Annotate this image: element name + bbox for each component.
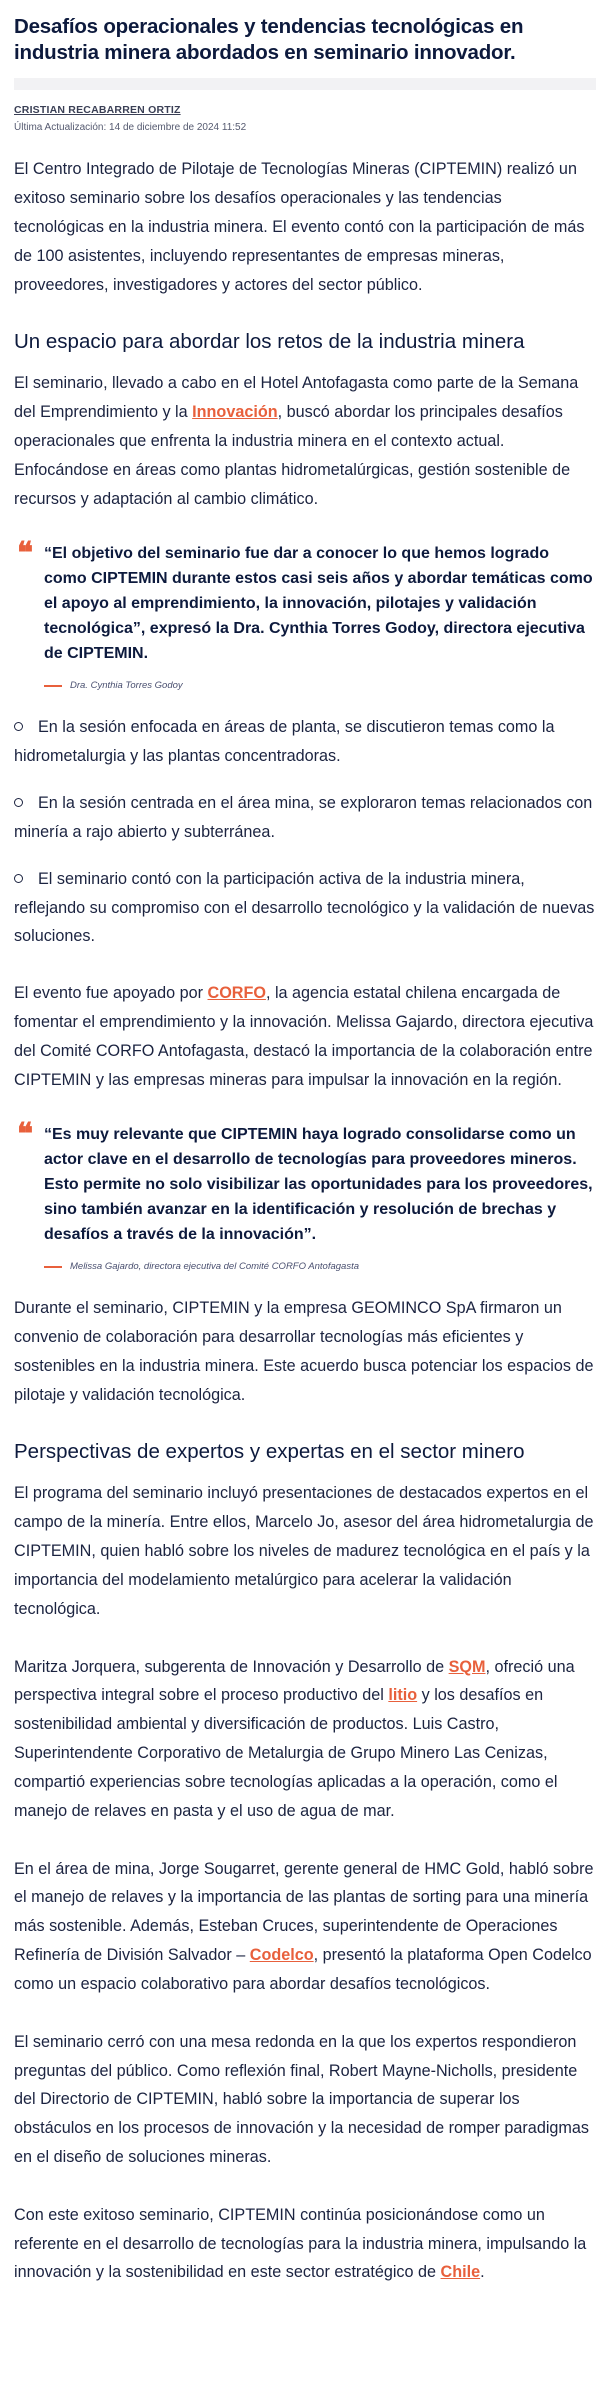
circle-bullet-icon bbox=[14, 798, 23, 807]
section-heading-retos: Un espacio para abordar los retos de la industria minera bbox=[14, 329, 525, 353]
update-timestamp: Última Actualización: 14 de diciembre de 2024 11:52 bbox=[14, 122, 247, 134]
attribution-dash bbox=[44, 1266, 62, 1268]
text-fragment: , ofreció una perspectiva integral sobre el proceso productivo del bbox=[14, 1657, 575, 1705]
quote-attribution bbox=[44, 1261, 596, 1272]
text-fragment: En el área de mina, Jorge Sougarret, gerente general de HMC Gold, habló sobre el manejo de relaves y la importancia de las plantas de sorting para una minería más sostenible. Además, Esteban Cruces, superintendente de Operaciones Refinería de División Salvador – bbox=[14, 1859, 594, 1965]
author-link[interactable]: CRISTIAN RECABARREN ORTIZ bbox=[14, 104, 181, 117]
paragraph-mina bbox=[14, 1855, 596, 1999]
list-item bbox=[14, 789, 596, 847]
paragraph-jorquera bbox=[14, 1653, 596, 1826]
text-fragment: y los desafíos en sostenibilidad ambiental y diversificación de productos. Luis Castro, Superintendente Corporativo de Metalurgia de Grupo Minero Las Cenizas, compartió experiencias sobre tecnologías aplicadas a la operación, como el manejo de relaves en pasta y el uso de agua de mar. bbox=[14, 1686, 558, 1820]
text-fragment: , presentó la plataforma Open Codelco como un espacio colaborativo para abordar desafíos tecnológicos. bbox=[14, 1946, 592, 1993]
list-item bbox=[14, 713, 596, 771]
quote-mark-icon: ❝ bbox=[17, 536, 34, 572]
attribution-name: Melissa Gajardo, directora ejecutiva del Comité CORFO Antofagasta bbox=[70, 1261, 359, 1273]
link-corfo[interactable]: CORFO bbox=[207, 984, 266, 1003]
paragraph-seminario bbox=[14, 369, 596, 513]
link-litio[interactable]: litio bbox=[388, 1686, 418, 1705]
circle-bullet-icon bbox=[14, 874, 23, 883]
text-fragment: Con este exitoso seminario, CIPTEMIN continúa posicionándose como un referente en el desarrollo de tecnologías para la industria minera, impulsando la innovación y la sostenibilidad en este sector estratégico de bbox=[14, 2205, 587, 2282]
session-list bbox=[14, 713, 596, 951]
link-sqm[interactable]: SQM bbox=[448, 1657, 486, 1676]
section-heading-perspectivas: Perspectivas de expertos y expertas en el sector minero bbox=[14, 1439, 525, 1463]
list-item-text: En la sesión enfocada en áreas de planta, se discutieron temas como la hidrometalurgia y las plantas concentradoras. bbox=[14, 718, 555, 766]
quote-text: “Es muy relevante que CIPTEMIN haya logrado consolidarse como un actor clave en el desarrollo de tecnologías para proveedores mineros. Esto permite no solo visibilizar las oportunidades para los proveedores, sino también avanzar en la identificación y resolución de brechas y desafíos a través de la innovación”. bbox=[44, 1126, 593, 1243]
link-chile[interactable]: Chile bbox=[440, 2263, 481, 2282]
paragraph-programa: El programa del seminario incluyó presentaciones de destacados expertos en el campo de la minería. Entre ellos, Marcelo Jo, asesor del área hidrometalurgia de CIPTEMIN, quien habló sobre los niveles de madurez tecnológica en el país y la importancia del modelamiento metalúrgico para acelerar la validación tecnológica. bbox=[14, 1484, 594, 1618]
paragraph-corfo bbox=[14, 979, 596, 1094]
quote-mark-icon: ❝ bbox=[17, 1117, 34, 1153]
text-fragment: Maritza Jorquera, subgerenta de Innovación y Desarrollo de bbox=[14, 1657, 449, 1676]
circle-bullet-icon bbox=[14, 722, 23, 731]
paragraph-geominco: Durante el seminario, CIPTEMIN y la empresa GEOMINCO SpA firmaron un convenio de colaboración para desarrollar tecnologías más eficientes y sostenibles en la industria minera. Este acuerdo busca potenciar los espacios de pilotaje y validación tecnológica. bbox=[14, 1299, 594, 1404]
list-item-text: El seminario contó con la participación activa de la industria minera, reflejando su compromiso con el desarrollo tecnológico y la validación de nuevas soluciones. bbox=[14, 869, 595, 946]
title-divider-bar bbox=[14, 78, 596, 90]
list-item-text: En la sesión centrada en el área mina, se exploraron temas relacionados con minería a rajo abierto y subterránea. bbox=[14, 794, 593, 841]
quote-attribution bbox=[44, 680, 596, 691]
pull-quote-gajardo bbox=[14, 1117, 596, 1273]
text-fragment: El seminario, llevado a cabo en el Hotel Antofagasta como parte de la Semana del Emprendimiento y la bbox=[14, 374, 579, 422]
text-fragment: . bbox=[480, 2263, 485, 2282]
pull-quote-torres bbox=[14, 536, 596, 692]
link-innovacion[interactable]: Innovación bbox=[192, 403, 278, 422]
text-fragment: , buscó abordar los principales desafíos operacionales que enfrenta la industria minera en el contexto actual. Enfocándose en áreas como plantas hidrometalúrgicas, gestión sostenible de recursos y adaptación al cambio climático. bbox=[14, 403, 571, 508]
intro-paragraph: El Centro Integrado de Pilotaje de Tecnologías Mineras (CIPTEMIN) realizó un exitoso seminario sobre los desafíos operacionales y las tendencias tecnológicas en la industria minera. El evento contó con la participación de más de 100 asistentes, incluyendo representantes de empresas mineras, proveedores, investigadores y actores del sector público. bbox=[14, 160, 585, 294]
list-item bbox=[14, 865, 596, 951]
text-fragment: , la agencia estatal chilena encargada de fomentar el emprendimiento y la innovación. Melissa Gajardo, directora ejecutiva del Comité CORFO Antofagasta, destacó la importancia de la colaboración entre CIPTEMIN y las empresas mineras para impulsar la innovación en la región. bbox=[14, 984, 594, 1089]
text-fragment: El evento fue apoyado por bbox=[14, 984, 208, 1003]
link-codelco[interactable]: Codelco bbox=[249, 1946, 314, 1965]
paragraph-cierre bbox=[14, 2201, 596, 2287]
quote-text: “El objetivo del seminario fue dar a conocer lo que hemos logrado como CIPTEMIN durante estos casi seis años y abordar temáticas como el apoyo al emprendimiento, la innovación, pilotajes y validación tecnológica”, expresó la Dra. Cynthia Torres Godoy, directora ejecutiva de CIPTEMIN. bbox=[44, 545, 593, 662]
paragraph-mesa-redonda: El seminario cerró con una mesa redonda en la que los expertos respondieron preguntas del público. Como reflexión final, Robert Mayne-Nicholls, presidente del Directorio de CIPTEMIN, habló sobre la importancia de superar los obstáculos en los procesos de innovación y la necesidad de romper paradigmas en el diseño de soluciones mineras. bbox=[14, 2032, 589, 2166]
article-title: Desafíos operacionales y tendencias tecnológicas en industria minera abordados en seminario innovador. bbox=[14, 15, 524, 65]
attribution-name: Dra. Cynthia Torres Godoy bbox=[70, 680, 183, 692]
attribution-dash bbox=[44, 685, 62, 687]
